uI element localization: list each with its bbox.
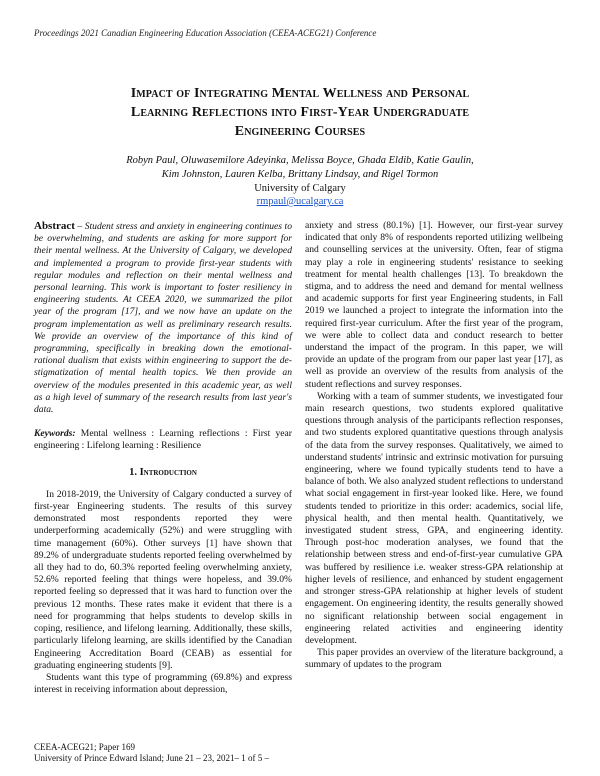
right-column [305, 220, 563, 672]
footer-line-1: CEEA-ACEG21; Paper 169 [34, 742, 135, 752]
intro-paragraph-1: In 2018-2019, the University of Calgary conducted a survey of first-year Engineering students. The results of this survey demonstrated most respondents reported they were underperforming academically (52%) and were struggling with time management (60%). Other surveys [1] have shown that 89.2% of undergraduate students reported feeling overwhelmed by all they had to do, 60.3% reported feeling overwhelming anxiety, 52.6% reported feeling that things were hopeless, and 39.0% reported feeling so depressed that it was hard to function over the previous 12 months. These rates make it evident that there is a need for programming that helps students to develop skills in coping, resilience, and lifelong learning. Additionally, these skills, particularly lifelong learning, are skills identified by the Canadian Engineering Accreditation Board (CEAB) as essential for graduating engineering students [9]. [34, 488, 292, 671]
paper-title [40, 84, 560, 141]
email-link[interactable]: rmpaul@ucalgary.ca [256, 196, 344, 207]
title-line-3: Engineering Courses [234, 124, 366, 139]
abstract [34, 220, 292, 416]
intro-paragraph-3: Working with a team of summer students, we investigated four main research questions, two students explored qualitative questions through analysis of the participants reflection responses, and two students explored quantitative questions through analysis of the data from the survey responses. Qualitatively, we aimed to understand students' intrinsic and extrinsic motivation for pursuing engineering, where we found typically students tend to have a balance of both. We also analyzed student reflections to understand what social engagement in first-year looked like. Here, we found students tended to prioritize in this order: academics, social life, physical health, and then mental health. Quantitatively, we investigated student stress, GPA, and engineering identity. Through post-hoc moderation analyses, we found that the relationship between stress and end-of-first-year cumulative GPA was buffered by resilience i.e. weaker stress-GPA relationship at higher levels of resilience, and enhanced by student engagement and stronger stress-GPA relationship at higher levels of student engagement. On engineering identity, the results generally showed no significant relationship between social engagement in engineering related activities and engineering identity development. [305, 390, 563, 646]
keywords [34, 428, 292, 452]
abstract-label: Abstract [34, 220, 75, 232]
author-list [60, 154, 540, 182]
intro-paragraph-4: This paper provides an overview of the literature background, a summary of updates to the program [305, 647, 563, 671]
intro-paragraph-2-continued: anxiety and stress (80.1%) [1]. However, our first-year survey indicated that only 8% of respondents reported utilizing wellbeing and counselling services at the university. Often, fear of stigma may play a role in engineering students' resistance to seeking treatment for mental health challenges [13]. To breakdown the stigma, and to address the need and demand for mental wellness and academic supports for first year Engineering students, in Fall 2019 we launched a project to integrate the information into the required first-year curriculum. After the first year of the program, we were able to collect data and conduct research to better understand the impact of the program. In this paper, we will provide an update of the program from our paper last year [17], as well as provide an overview of the results from analysis of the student reflections and survey responses. [305, 220, 563, 390]
section-heading-introduction: 1. Introduction [129, 466, 197, 478]
page-footer [34, 742, 574, 764]
footer-line-2: University of Prince Edward Island; June 21 – 23, 2021– 1 of 5 – [34, 753, 269, 763]
keywords-text: Mental wellness : Learning reflections : First year engineering : Lifelong learning : Resilience [34, 428, 292, 452]
running-head: Proceedings 2021 Canadian Engineering Education Association (CEEA-ACEG21) Conference [34, 28, 377, 38]
institution: University of Calgary [254, 183, 346, 194]
abstract-text: – Student stress and anxiety in engineering continues to be overwhelming, and students are asking for more support for their mental wellness. At the University of Calgary, we developed and implemented a program to provide first-year students with regular modules and reflection on their mental wellness and personal learning. This work is important to foster resiliency in engineering students. At CEEA 2020, we summarized the pilot year of the program [17], and we now have an update on the program implementation as well as preliminary research results. We provide an overview of the importance of this kind of programming, specifically in breaking down the emotional-rational dualism that exists within engineering to support the de-stigmatization of mental health topics. We then provide an overview of the modules presented in this academic year, as well as a high level of summary of the research results from last year's data. [34, 221, 292, 416]
intro-paragraph-2: Students want this type of programming (69.8%) and express interest in receiving information about depression, [34, 671, 292, 696]
affiliation [60, 182, 540, 208]
title-line-2: Learning Reflections into First-Year Undergraduate [130, 105, 470, 120]
left-column [34, 220, 292, 696]
authors-line-2: Kim Johnston, Lauren Kelba, Brittany Lindsay, and Rigel Tormon [161, 169, 439, 180]
keywords-label: Keywords: [34, 428, 76, 440]
authors-line-1: Robyn Paul, Oluwasemilore Adeyinka, Melissa Boyce, Ghada Eldib, Katie Gaulin, [126, 155, 474, 166]
title-line-1: Impact of Integrating Mental Wellness and Personal [130, 86, 470, 101]
